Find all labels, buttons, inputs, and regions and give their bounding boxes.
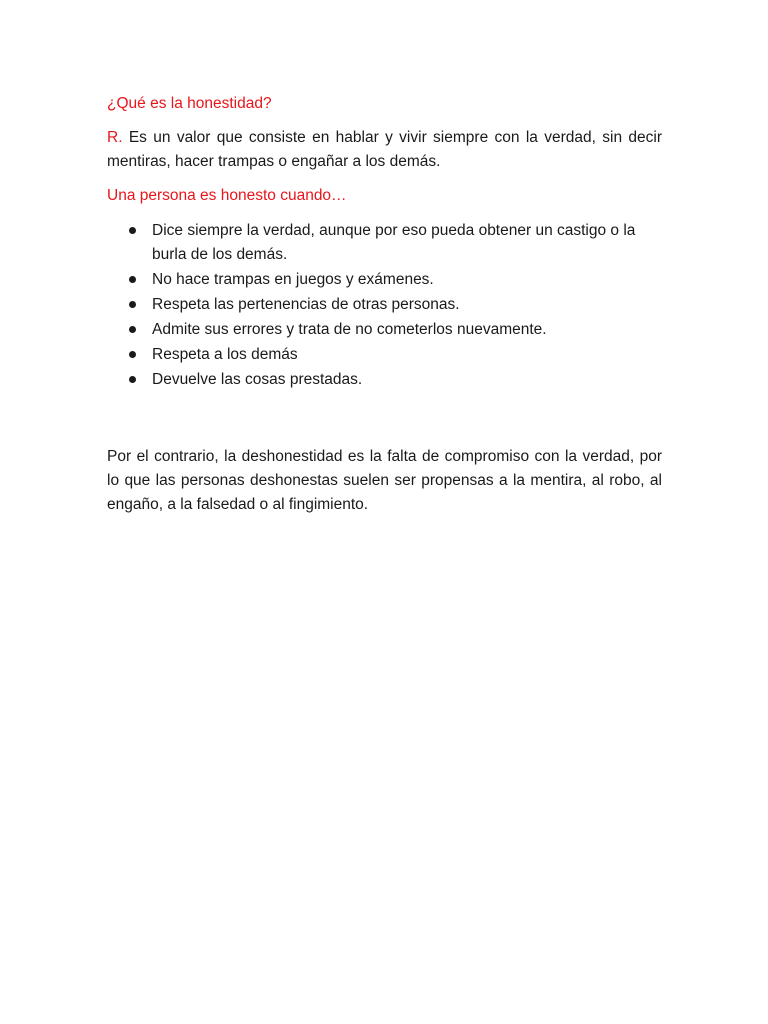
list-item [107, 368, 662, 392]
document-body [107, 92, 662, 517]
list-item-text: Devuelve las cosas prestadas. [152, 371, 363, 388]
list-item [107, 318, 662, 342]
bullet-icon [129, 276, 136, 283]
traits-heading: Una persona es honesto cuando… [107, 187, 347, 204]
list-item [107, 219, 662, 267]
answer-text: Es un valor que consiste en hablar y vivir siempre con la verdad, sin decir mentiras, hacer trampas o engañar a los demás. [107, 129, 662, 170]
list-item [107, 343, 662, 367]
bullet-icon [129, 227, 136, 234]
bullet-icon [129, 351, 136, 358]
list-item [107, 293, 662, 317]
list-item-text: Respeta las pertenencias de otras personas. [152, 296, 460, 313]
answer-paragraph [107, 126, 662, 174]
list-item [107, 268, 662, 292]
list-item-text: Admite sus errores y trata de no cometerlos nuevamente. [152, 321, 547, 338]
list-item-text: No hace trampas en juegos y exámenes. [152, 271, 434, 288]
answer-prefix: R. [107, 129, 123, 146]
list-item-text: Respeta a los demás [152, 346, 298, 363]
question-heading: ¿Qué es la honestidad? [107, 95, 272, 112]
bullet-icon [129, 376, 136, 383]
bullet-icon [129, 326, 136, 333]
bullet-icon [129, 301, 136, 308]
closing-paragraph: Por el contrario, la deshonestidad es la falta de compromiso con la verdad, por lo que las personas deshonestas suelen ser propensas a la mentira, al robo, al engaño, a la falsedad o al fingimiento. [107, 448, 662, 513]
list-item-text: Dice siempre la verdad, aunque por eso pueda obtener un castigo o la burla de los demás. [152, 222, 636, 263]
traits-list [107, 219, 662, 392]
